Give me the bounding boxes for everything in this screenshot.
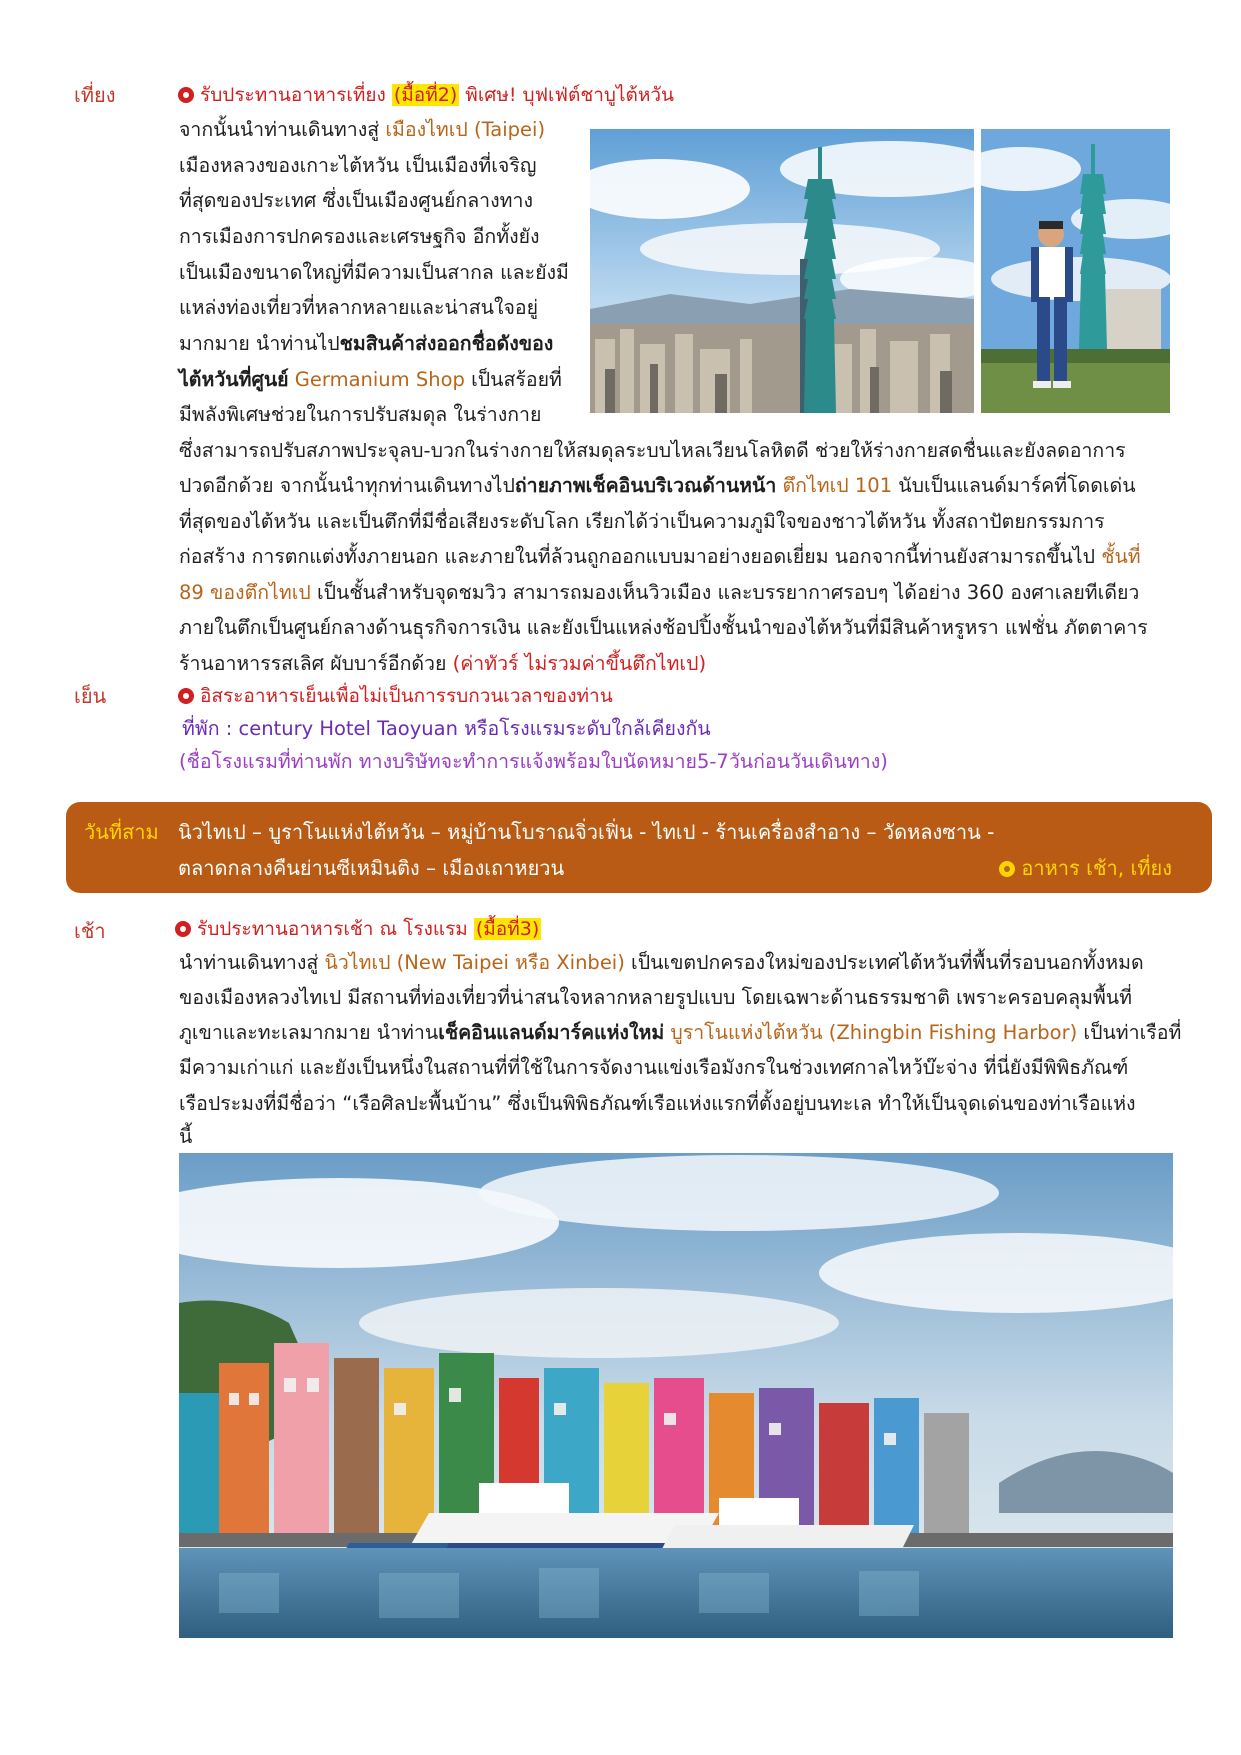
noon-line-11: ปวดอีกด้วย จากนั้นนำทุกท่านเดินทางไปถ่ายภาพเช็คอินบริเวณด้านหน้า ตึกไทเป 101 นับเป็นแลนด์มาร์คที่โดดเด่น (179, 474, 1136, 497)
dish-icon (178, 87, 194, 103)
day-route-line-1: นิวไทเป – บูราโนแห่งไต้หวัน – หมู่บ้านโบราณจิ่วเฟิ่น - ไทเป - ร้านเครื่องสำอาง – วัดหลงซาน - (178, 820, 995, 844)
taipei-101-skyline-photo (590, 129, 974, 413)
zhengbin-harbor-photo (179, 1153, 1173, 1638)
morning-meal-text: รับประทานอาหารเช้า ณ โรงแรม (197, 918, 474, 940)
morning-line-4: มีความเก่าแก่ และยังเป็นหนึ่งในสถานที่ที่ใช้ในการจัดงานแข่งเรือมังกรในช่วงเทศกาลไหว้บ๊ะจ่าง ที่นี่ยังมีพิพิธภัณฑ์ (179, 1056, 1129, 1079)
day-route-line-2: ตลาดกลางคืนย่านซีเหมินติง – เมืองเถาหยวน (178, 856, 565, 880)
morning-line-1: นำท่านเดินทางสู่ นิวไทเป (New Taipei หรือ Xinbei) เป็นเขตปกครองใหม่ของประเทศไต้หวันที่พื้นที่รอบนอกทั้งหมด (179, 951, 1144, 974)
evening-label: เย็น (74, 684, 107, 708)
noon-meal (178, 80, 674, 110)
morning-line-3: ภูเขาและทะเลมากมาย นำท่านเช็คอินแลนด์มาร์คแห่งใหม่ บูราโนแห่งไต้หวัน (Zhingbin Fishing Harbor) เป็นท่าเรือที่ (179, 1021, 1182, 1044)
day-meals: อาหาร เช้า, เที่ยง (999, 852, 1172, 884)
morning-line-5: เรือประมงที่มีชื่อว่า “เรือศิลปะพื้นบ้าน” ซึ่งเป็นพิพิธภัณฑ์เรือแห่งแรกที่ตั้งอยู่บนทะเล ทำให้เป็นจุดเด่นของท่าเรือแห่ง (179, 1092, 1136, 1115)
noon-line-12: ที่สุดของไต้หวัน และเป็นตึกที่มีชื่อเสียงระดับโลก เรียกได้ว่าเป็นความภูมิใจของชาวไต้หวัน ทั้งสถาปัตยกรรมการ (179, 510, 1105, 533)
morning-line-6: นี้ (179, 1125, 193, 1148)
hotel-note: (ชื่อโรงแรมที่ท่านพัก ทางบริษัทจะทำการแจ้งพร้อมใบนัดหมาย5-7วันก่อนวันเดินทาง) (179, 750, 888, 773)
evening-meal-text: อิสระอาหารเย็นเพื่อไม่เป็นการรบกวนเวลาของท่าน (200, 685, 613, 707)
noon-line-1: จากนั้นนำท่านเดินทางสู่ เมืองไทเป (Taipei) (179, 118, 546, 141)
noon-line-7: มากมาย นำท่านไปชมสินค้าส่งออกชื่อดังของ (179, 332, 554, 355)
day-three-banner (66, 802, 1212, 893)
noon-line-9: มีพลังพิเศษช่วยในการปรับสมดุล ในร่างกาย (179, 403, 542, 426)
noon-line-13: ก่อสร้าง การตกแต่งทั้งภายนอก และภายในที่ล้วนถูกออกแบบมาอย่างยอดเยี่ยม นอกจากนี้ท่านยังสามารถขึ้นไป ชั้นที่ (179, 545, 1141, 568)
noon-line-2: เมืองหลวงของเกาะไต้หวัน เป็นเมืองที่เจริญ (179, 154, 537, 177)
dish-icon (999, 861, 1015, 877)
noon-label: เที่ยง (74, 83, 116, 107)
noon-line-10: ซึ่งสามารถปรับสภาพประจุลบ-บวกในร่างกายให้สมดุลระบบไหลเวียนโลหิตดี ช่วยให้ร่างกายสดชื่นและยังลดอาการ (179, 439, 1126, 462)
evening-meal (178, 681, 613, 711)
morning-meal-number: (มื้อที่3) (475, 918, 540, 940)
noon-meal-text: รับประทานอาหารเที่ยง (200, 84, 392, 106)
taipei-link: เมืองไทเป (Taipei) (385, 118, 546, 141)
noon-meal-special: พิเศษ! บุฟเฟ่ต์ชาบูไต้หวัน (459, 84, 675, 106)
dish-icon (178, 688, 194, 704)
noon-line-8: ไต้หวันที่ศูนย์ Germanium Shop เป็นสร้อยที่ (179, 368, 562, 391)
noon-line-14: 89 ของตึกไทเป เป็นชั้นสำหรับจุดชมวิว สามารถมองเห็นวิวเมือง และบรรยากาศรอบๆ ได้อย่าง 360 องศาเลยทีเดียว (179, 581, 1140, 604)
dish-icon (175, 921, 191, 937)
noon-line-4: การเมืองการปกครองและเศรษฐกิจ อีกทั้งยัง (179, 225, 540, 248)
noon-line-3: ที่สุดของประเทศ ซึ่งเป็นเมืองศูนย์กลางทาง (179, 189, 533, 212)
morning-meal (175, 914, 541, 944)
traveler-taipei-101-photo (981, 129, 1170, 413)
morning-label: เช้า (74, 919, 106, 943)
noon-meal-number: (มื้อที่2) (393, 84, 458, 106)
noon-line-5: เป็นเมืองขนาดใหญ่ที่มีความเป็นสากล และยังมี (179, 261, 569, 284)
morning-line-2: ของเมืองหลวงไทเป มีสถานที่ท่องเที่ยวที่น่าสนใจหลากหลายรูปแบบ โดยเฉพาะด้านธรรมชาติ เพราะครอบคลุมพื้นที่ (179, 986, 1132, 1009)
noon-line-16: ร้านอาหารรสเลิศ ผับบาร์อีกด้วย (ค่าทัวร์ ไม่รวมค่าขึ้นตึกไทเป) (179, 652, 707, 675)
noon-line-15: ภายในตึกเป็นศูนย์กลางด้านธุรกิจการเงิน และยังเป็นแหล่งช้อปปิ้งชั้นนำของไต้หวันที่มีสินค้าหรูหรา แฟชั่น ภัตตาคาร (179, 616, 1148, 639)
day-label: วันที่สาม (84, 820, 159, 844)
noon-line-6: แหล่งท่องเที่ยวที่หลากหลายและน่าสนใจอยู่ (179, 296, 539, 319)
hotel-info: ที่พัก : century Hotel Taoyuan หรือโรงแรมระดับใกล้เคียงกัน (182, 717, 711, 740)
